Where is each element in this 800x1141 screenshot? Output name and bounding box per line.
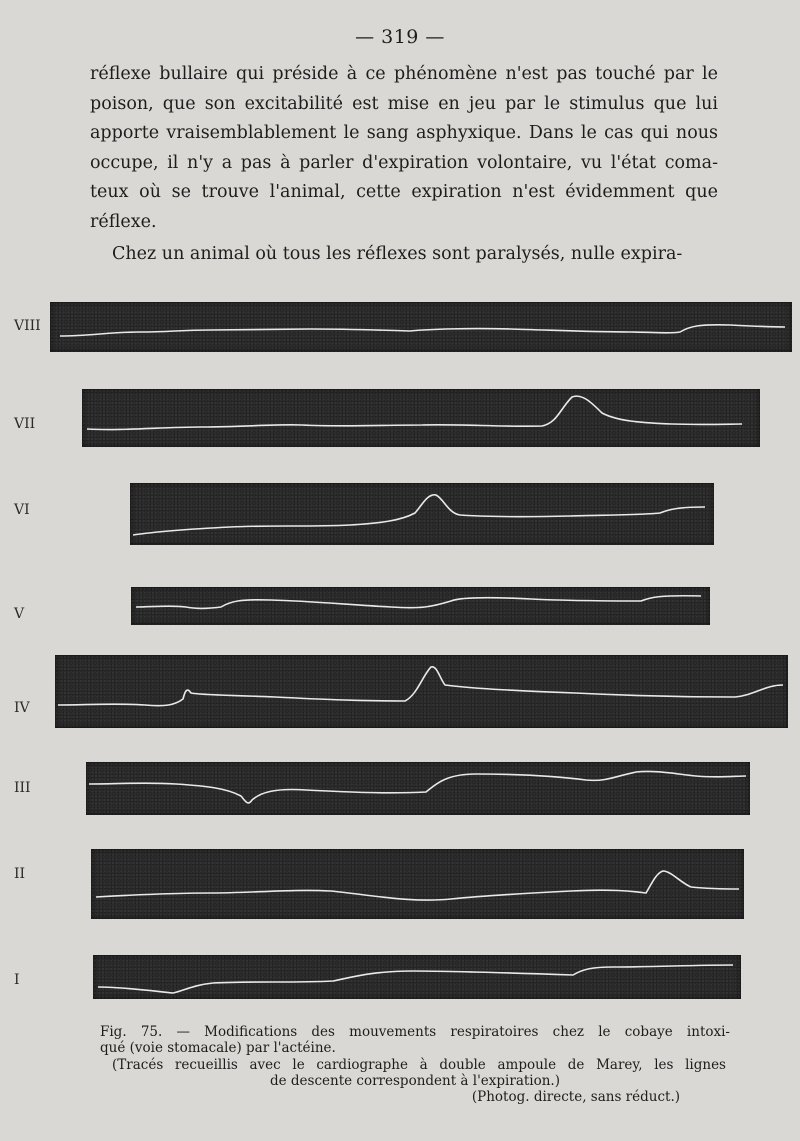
trace-label-v: V [14,606,25,622]
paragraph-2: Chez un animal où tous les réflexes sont paralysés, nulle expira- [112,244,683,264]
trace-curve-i [93,955,741,999]
page-number: — 319 — [355,26,445,48]
trace-label-i: I [14,972,20,988]
paragraph-1-line: teux où se trouve l'animal, cette expiration n'est évidemment que [90,182,718,202]
respiratory-trace-v [131,587,710,625]
trace-curve-vii [82,389,760,447]
figure-caption-credit: (Photog. directe, sans réduct.) [471,1089,680,1105]
trace-curve-ii [91,849,744,919]
paragraph-1-line: réflexe. [90,211,157,232]
trace-label-vi: VI [14,502,30,518]
respiratory-trace-iv [55,655,788,728]
figure-caption-line: Fig. 75. — Modifications des mouvements respiratoires chez le cobaye intoxi- [100,1024,730,1040]
paragraph-1-line: apporte vraisemblablement le sang asphyxique. Dans le cas qui nous [90,123,718,143]
respiratory-trace-i [93,955,741,999]
paragraph-1-line: poison, que son excitabilité est mise en jeu par le stimulus que lui [90,93,718,114]
trace-curve-vi [130,483,714,545]
respiratory-trace-viii [50,302,792,352]
paragraph-1-line: occupe, il n'y a pas à parler d'expiration volontaire, vu l'état coma- [90,152,718,173]
trace-label-viii: VIII [14,318,41,334]
trace-label-iv: IV [14,700,30,716]
trace-curve-iii [86,762,750,815]
respiratory-trace-vii [82,389,760,447]
trace-label-vii: VII [14,416,36,432]
trace-label-ii: II [14,866,26,882]
respiratory-trace-vi [130,483,714,545]
respiratory-trace-iii [86,762,750,815]
trace-curve-viii [50,302,792,352]
paragraph-1-line: réflexe bullaire qui préside à ce phénomène n'est pas touché par le [90,64,718,84]
paragraph-1 [90,60,718,237]
trace-curve-iv [55,655,788,728]
figure-caption-line: de descente correspondent à l'expiration.) [269,1073,560,1089]
trace-label-iii: III [14,780,31,796]
figure-caption-line: qué (voie stomacale) par l'actéine. [100,1040,336,1056]
respiratory-trace-ii [91,849,744,919]
figure-caption-line: (Tracés recueillis avec le cardiographe à double ampoule de Marey, les lignes [112,1057,726,1073]
trace-curve-v [131,587,710,625]
